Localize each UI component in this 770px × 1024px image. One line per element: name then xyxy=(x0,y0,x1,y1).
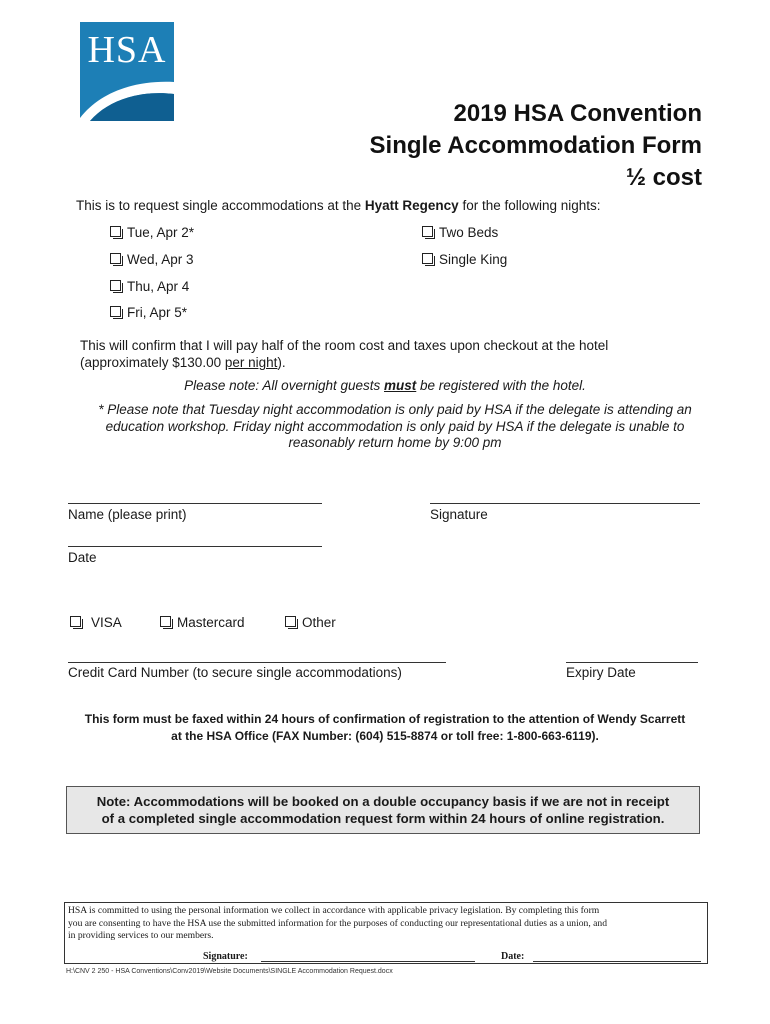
checkbox-icon[interactable] xyxy=(285,616,296,627)
card-option-visa[interactable]: VISA xyxy=(70,615,122,630)
card-option-mastercard[interactable]: Mastercard xyxy=(160,615,245,630)
room-option-two-beds[interactable]: Two Beds xyxy=(422,225,498,240)
card-number-field[interactable] xyxy=(68,662,446,663)
checkbox-icon[interactable] xyxy=(110,253,121,264)
checkbox-icon[interactable] xyxy=(160,616,171,627)
privacy-signature-label: Signature: xyxy=(203,951,248,962)
night-option-thu[interactable]: Thu, Apr 4 xyxy=(110,279,189,294)
checkbox-icon[interactable] xyxy=(110,306,121,317)
file-path-footer: H:\CNV 2 250 - HSA Conventions\Conv2019\Website Documents\SINGLE Accommodation Request.docx xyxy=(66,968,393,975)
checkbox-icon[interactable] xyxy=(422,226,433,237)
checkbox-icon[interactable] xyxy=(70,616,81,627)
payment-confirmation: This will confirm that I will pay half of the room cost and taxes upon checkout at the hotel (approximately $130.00 per night). xyxy=(80,338,609,370)
name-field[interactable] xyxy=(68,503,322,504)
signature-label: Signature xyxy=(430,507,488,522)
checkbox-icon[interactable] xyxy=(110,280,121,291)
title-line-3: ½ cost xyxy=(625,164,702,191)
date-field[interactable] xyxy=(68,546,322,547)
hsa-logo xyxy=(80,22,174,121)
hotel-name: Hyatt Regency xyxy=(364,198,459,213)
privacy-statement: HSA is committed to using the personal information we collect in accordance with applicable privacy legislation. By completing this form you are consenting to have the HSA use the submitted information for the purposes of conducting our representational duties as a union, and in providing services to our members. Signature: Date: xyxy=(64,902,708,964)
privacy-date-field[interactable] xyxy=(533,961,701,962)
card-option-other[interactable]: Other xyxy=(285,615,336,630)
card-number-label: Credit Card Number (to secure single accommodations) xyxy=(68,665,402,680)
night-option-tue[interactable]: Tue, Apr 2* xyxy=(110,225,194,240)
night-option-wed[interactable]: Wed, Apr 3 xyxy=(110,252,194,267)
expiry-date-field[interactable] xyxy=(566,662,698,663)
logo-text: HSA xyxy=(87,29,167,71)
room-option-single-king[interactable]: Single King xyxy=(422,252,507,267)
occupancy-note: Note: Accommodations will be booked on a double occupancy basis if we are not in receipt of a completed single accommodation request form within 24 hours of online registration. xyxy=(66,786,700,834)
night-option-fri[interactable]: Fri, Apr 5* xyxy=(110,305,187,320)
workshop-note: * Please note that Tuesday night accommodation is only paid by HSA if the delegate is attending an education workshop. Friday night accommodation is only paid by HSA if the delegate is unable to reasonably return home by 9:00 pm xyxy=(98,402,692,450)
title-line-1: 2019 HSA Convention xyxy=(453,100,702,127)
name-label: Name (please print) xyxy=(68,507,187,522)
privacy-date-label: Date: xyxy=(501,951,525,962)
privacy-signature-field[interactable] xyxy=(261,961,475,962)
checkbox-icon[interactable] xyxy=(422,253,433,264)
date-label: Date xyxy=(68,550,97,565)
intro-text: This is to request single accommodations at the Hyatt Regency for the following nights: xyxy=(76,198,601,213)
guest-registration-note: Please note: All overnight guests must be registered with the hotel. xyxy=(184,378,586,393)
form-title xyxy=(370,98,702,194)
title-line-2: Single Accommodation Form xyxy=(369,132,702,159)
expiry-date-label: Expiry Date xyxy=(566,665,636,680)
signature-field[interactable] xyxy=(430,503,700,504)
fax-instructions: This form must be faxed within 24 hours of confirmation of registration to the attention of Wendy Scarrett at the HSA Office (FAX Number: (604) 515-8874 or toll free: 1-800-663-6119). xyxy=(84,712,686,743)
checkbox-icon[interactable] xyxy=(110,226,121,237)
